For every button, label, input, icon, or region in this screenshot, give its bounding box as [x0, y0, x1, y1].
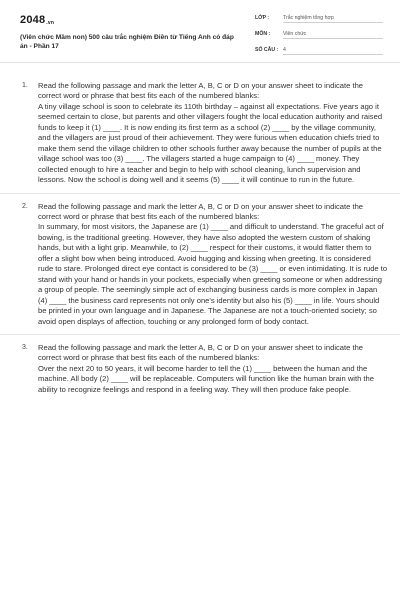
question-2 [0, 202, 400, 327]
meta-class [255, 10, 383, 26]
question-3 [0, 343, 400, 395]
question-passage: Over the next 20 to 50 years, it will become harder to tell the (1) ____ between the human and the machine. All body (2) ____ will be replaceable. Computers will function like the human brain with the ability to recognize feelings and respond in a feeling way. They will then produce fake people. [38, 363, 374, 394]
meta-class-label: LỚP : [255, 15, 270, 21]
meta-count [255, 42, 383, 58]
document-meta [255, 10, 383, 58]
question-1 [0, 81, 400, 186]
question-instruction: Read the following passage and mark the letter A, B, C or D on your answer sheet to indicate the correct word or phrase that best fits each of the numbered blanks: [38, 201, 364, 221]
document-header [0, 0, 400, 63]
divider [0, 193, 400, 194]
meta-count-value: 4 [283, 47, 383, 55]
divider [0, 334, 400, 335]
meta-subject-label: MÔN : [255, 31, 271, 37]
question-instruction: Read the following passage and mark the letter A, B, C or D on your answer sheet to indicate the correct word or phrase that best fits each of the numbered blanks: [38, 81, 364, 101]
question-instruction: Read the following passage and mark the letter A, B, C or D on your answer sheet to indicate the correct word or phrase that best fits each of the numbered blanks: [38, 342, 364, 363]
site-logo[interactable]: 2048.vn [20, 14, 55, 26]
question-number: 3. [22, 343, 28, 351]
meta-class-value: Trắc nghiệm tổng hợp [283, 15, 383, 23]
question-passage: In summary, for most visitors, the Japanese are (1) ____ and difficult to understand. The graceful act of bowing, is the traditional greeting. However, they have also adopted the western custom of shaking hands, but with a light grip. Meanwhile, to (2) ____ respect for their customs, it would flatter them to offer a slight bow when being introduced. Avoid hugging and kissing when greeting. It is considered rude to stare. Prolonged direct eye contact is considered to be (3) ____ or even intimidating. It is rude to stand with your hand or hands in your pockets, especially when greeting someone or when addressing a group of people. The seemingly simple act of exchanging business cards is more complex in Japan (4) ____ the business card represents not only one's identity but also his (5) ____ in life. Yours should be printed in your own language and in Japanese. The Japanese are not a touch-oriented society; so avoid open displays of affection, touching or any prolonged form of body contact. [38, 222, 388, 326]
meta-count-label: SỐ CÂU : [255, 47, 279, 53]
question-passage: A tiny village school is soon to celebrate its 110th birthday – against all expectations. Five years ago it seemed certain to close, but parents and other villagers fought the local education authority and raised funds to keep it (1) ____. It is now ending its first term as a school (2) ____ by the village community, and the villagers are just proud of their achievement. They were furious when education chiefs tried to make them send the village children to other schools further away because the number of pupils at the village school was too (3) ____. The villagers started a huge campaign to (4) ____ money. They collected enough to hire a teacher and begin to help with school cleaning, lunch supervision and lessons. Now the school is doing well and it seems (5) ____ it will continue to run in the future. [38, 101, 383, 185]
question-number: 1. [22, 82, 28, 89]
meta-subject-value: Viên chức [283, 31, 383, 39]
document-title: (Viên chức Mầm non) 500 câu trắc nghiệm Điền từ Tiếng Anh có đáp án - Phần 17 [20, 34, 234, 50]
meta-subject [255, 26, 383, 42]
question-number: 2. [22, 202, 28, 210]
